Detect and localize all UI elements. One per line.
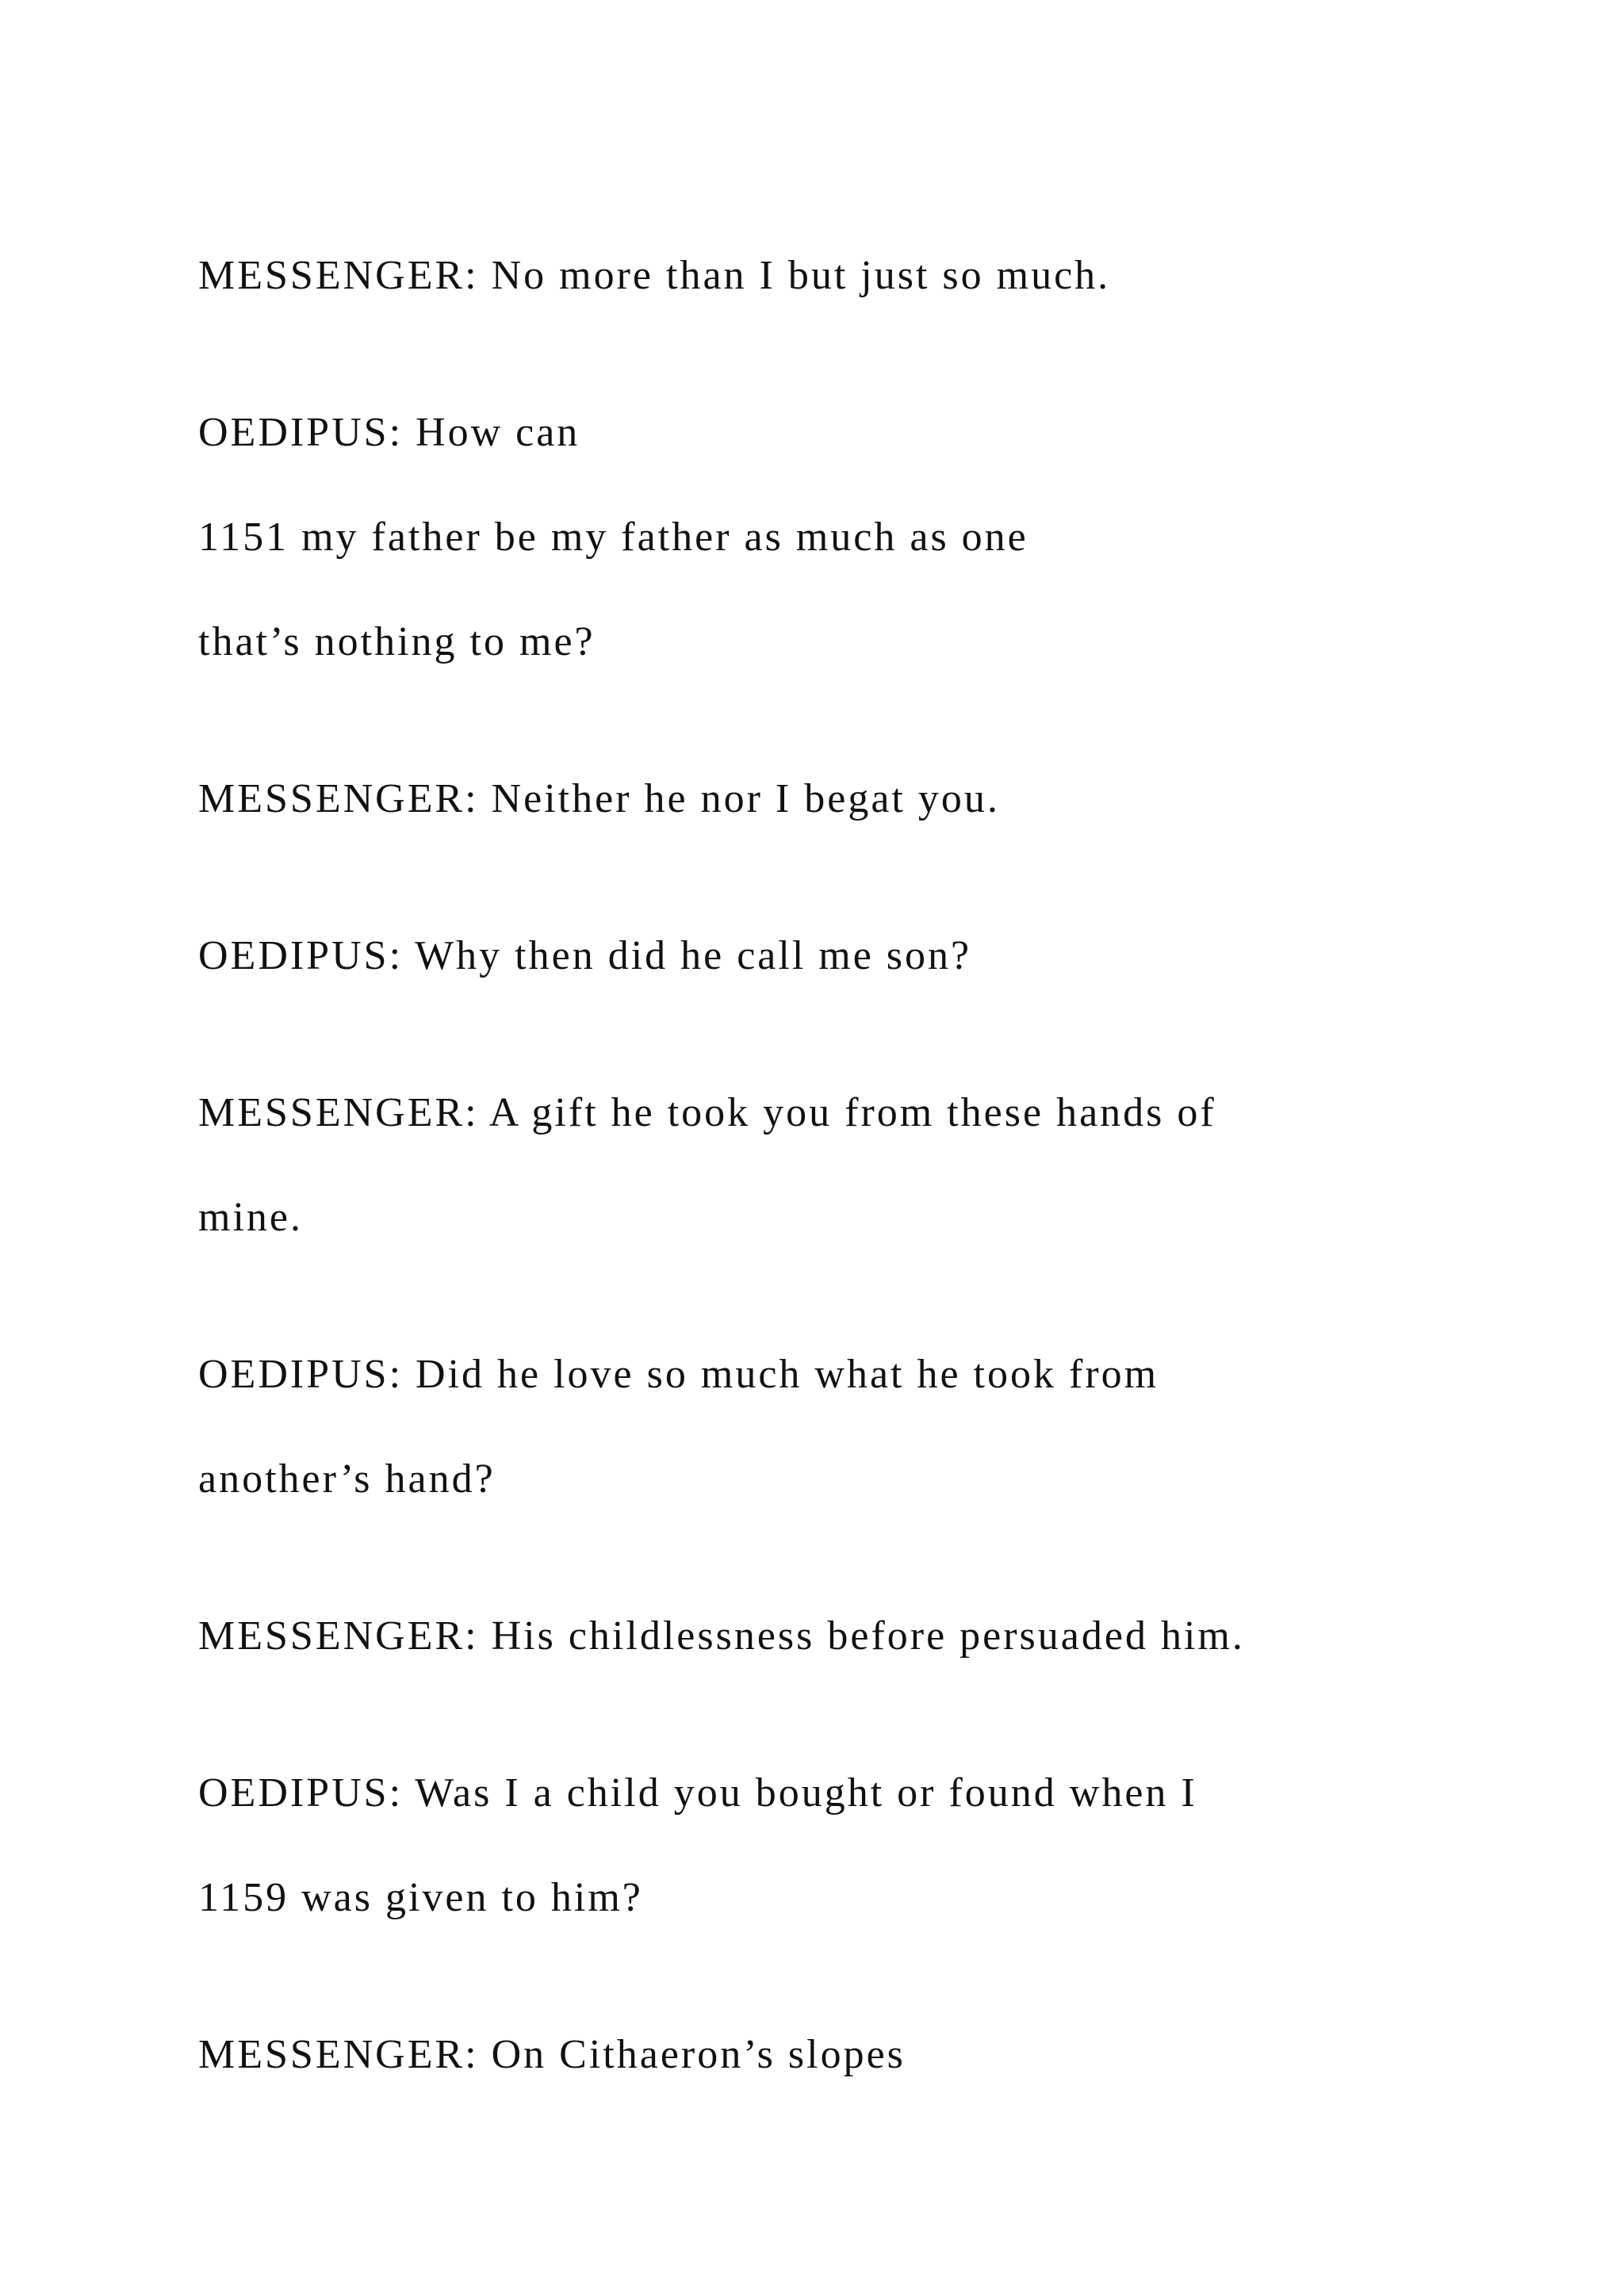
text-line-3: 1151 my father be my father as much as one bbox=[198, 515, 1028, 560]
text-line-10: another’s hand? bbox=[198, 1456, 496, 1502]
text-line-7: MESSENGER: A gift he took you from these hands of bbox=[198, 1090, 1216, 1135]
text-line-14: MESSENGER: On Cithaeron’s slopes bbox=[198, 2032, 906, 2077]
text-line-12: OEDIPUS: Was I a child you bought or found when I bbox=[198, 1770, 1197, 1816]
text-line-11: MESSENGER: His childlessness before persuaded him. bbox=[198, 1613, 1245, 1659]
text-line-4: that’s nothing to me? bbox=[198, 619, 596, 664]
text-line-8: mine. bbox=[198, 1195, 303, 1240]
text-line-9: OEDIPUS: Did he love so much what he took from bbox=[198, 1352, 1159, 1397]
text-line-5: MESSENGER: Neither he nor I begat you. bbox=[198, 776, 1000, 821]
text-line-1: MESSENGER: No more than I but just so much. bbox=[198, 253, 1111, 298]
text-line-6: OEDIPUS: Why then did he call me son? bbox=[198, 933, 972, 978]
text-line-2: OEDIPUS: How can bbox=[198, 410, 580, 455]
text-line-13: 1159 was given to him? bbox=[198, 1875, 643, 1920]
